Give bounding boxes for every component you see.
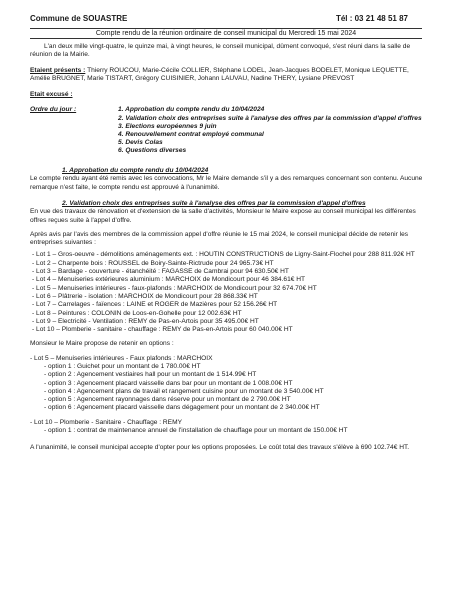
- option-line: - option 1 : contrat de maintenance annuel de l'installation de chauffage pour un montant de 150.00€ HT: [44, 427, 348, 435]
- intro-paragraph: L'an deux mille vingt-quatre, le quinze mai, à vingt heures, le conseil municipal, dûment convoqué, s'est réuni dans la salle de réunion de la Mairie.: [30, 43, 411, 59]
- agenda-label: Ordre du jour :: [30, 106, 77, 114]
- lot-line: - Lot 7 – Carrelages - faïences : LAINE et ROGER de Mazières pour 52 156.26€ HT: [32, 301, 278, 309]
- attendees-names: Thierry ROUCOU, Marie-Cécile COLLIER, Stéphane LODEL, Jean-Jacques BODELET, Monique LEQUETTE, Amélie BRUGNET, Marie TISTART, Grégory CUISINIER, Johann LAUVAU, Nadine THERY, Lysiane PREVOST: [30, 66, 409, 82]
- section-2-heading: 2. Validation choix des entreprises suite à l'analyse des offres par la commission d'appel d'offres: [62, 199, 366, 207]
- attendees-label: Etaient présents :: [30, 66, 86, 74]
- lot-line: - Lot 8 – Peintures : COLONIN de Loos-en-Gohelle pour 12 002.63€ HT: [32, 309, 242, 317]
- lot-10-options-heading: - Lot 10 – Plomberie - Sanitaire - Chauffage : REMY: [30, 418, 182, 426]
- letterhead: [30, 8, 428, 26]
- section-2-paragraph-1: En vue des travaux de rénovation et d'extension de la salle d'activités, Monsieur le Maire expose au conseil municipal les différentes offres reçues suite à l'appel d'offre.: [30, 208, 416, 224]
- agenda-item: 6. Questions diverses: [118, 146, 187, 154]
- option-line: - option 3 : Agencement placard vaisselle dans bar pour un montant de 1 008.00€ HT: [44, 379, 293, 387]
- commune-name: Commune de SOUASTRE: [30, 14, 128, 23]
- lot-line: - Lot 3 – Bardage - couverture - étanchéité : FAGASSE de Cambrai pour 94 630.50€ HT: [32, 268, 289, 276]
- agenda-list: [118, 106, 428, 155]
- option-line: - option 6 : Agencement placard vaisselle dans dégagement pour un montant de 2 340.00€ HT: [44, 404, 320, 412]
- lot-5-options-heading: - Lot 5 – Menuiseries intérieures - Faux plafonds : MARCHOIX: [30, 354, 213, 362]
- options-intro: Monsieur le Maire propose de retenir en options :: [30, 340, 174, 348]
- agenda-item: 2. Validation choix des entreprises suite à l'analyse des offres par la commission d'appel d'offres: [118, 114, 422, 122]
- option-line: - option 2 : Agencement vestiaires hall pour un montant de 1 514.99€ HT: [44, 371, 257, 379]
- section-2-paragraph-2: Après avis par l'avis des membres de la commission appel d'offre réunie le 15 mai 2024, le conseil municipal décide de retenir les entreprises suivantes :: [30, 230, 409, 247]
- agenda-item: 3. Elections européennes 9 juin: [118, 122, 217, 130]
- option-line: - option 4 : Agencement plans de travail et rangement cuisine pour un montant de 3 540.00€ HT: [44, 387, 324, 395]
- agenda-block: [30, 106, 428, 155]
- attendees-paragraph: [30, 67, 428, 84]
- document-title: Compte rendu de la réunion ordinaire de conseil municipal du Mercredi 15 mai 2024: [30, 28, 422, 39]
- lot-line: - Lot 10 – Plomberie - sanitaire - chauffage : REMY de Pas-en-Artois pour 60 040.00€ HT: [32, 326, 293, 334]
- agenda-item: 1. Approbation du compte rendu du 10/04/2024: [118, 106, 265, 114]
- lot-line: - Lot 6 – Plâtrerie - isolation : MARCHOIX de Mondicourt pour 28 868.33€ HT: [32, 292, 258, 300]
- option-line: - option 5 : Agencement rayonnages dans réserve pour un montant de 2 790.00€ HT: [44, 396, 291, 404]
- lot-line: - Lot 1 – Gros-oeuvre - démolitions aménagements ext. : HOUTIN CONSTRUCTIONS de Ligny-Saint-Flochel pour 288 811.92€ HT: [32, 251, 415, 259]
- lot-line: - Lot 9 – Electricité - Ventilation : REMY de Pas-en-Artois pour 35 495.00€ HT: [32, 317, 259, 325]
- agenda-item: 4. Renouvellement contrat employé communal: [118, 130, 264, 138]
- phone-number: Tél : 03 21 48 51 87: [335, 14, 408, 23]
- lot-line: - Lot 5 – Menuiseries intérieures - faux-plafonds : MARCHOIX de Mondicourt pour 32 674.70€ HT: [32, 284, 317, 292]
- option-line: - option 1 : Guichet pour un montant de 1 780.00€ HT: [44, 362, 201, 370]
- agenda-item: 5. Devis Colas: [118, 138, 163, 146]
- conclusion-paragraph: A l'unanimité, le conseil municipal accepte d'opter pour les options proposées. Le coût total des travaux s'élève à 690 102.74€ HT.: [30, 444, 410, 452]
- lots-list: [30, 251, 428, 334]
- lot-line: - Lot 2 – Charpente bois : ROUSSEL de Boiry-Sainte-Rictrude pour 24 965.73€ HT: [32, 259, 274, 267]
- section-1-heading: 1. Approbation du compte rendu du 10/04/2024: [62, 167, 209, 175]
- excused-label: Etait excusé :: [30, 91, 73, 99]
- section-1-text: Le compte rendu ayant été remis avec les convocations, Mr le Maire demande s'il y a des remarques concernant son contenu. Aucune remarque n'est faite, le compte rendu est approuvé à l'unanimité.: [30, 175, 423, 191]
- lot-line: - Lot 4 – Menuiseries extérieures aluminium : MARCHOIX de Mondicourt pour 46 384.61€ HT: [32, 276, 306, 284]
